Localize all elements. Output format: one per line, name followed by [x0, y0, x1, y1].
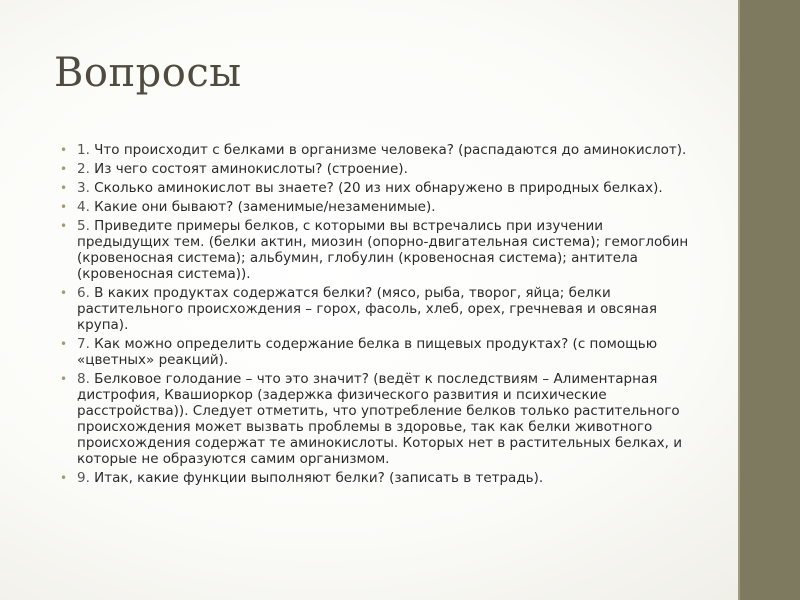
bullet-icon: •: [60, 181, 68, 195]
list-item: [60, 470, 690, 486]
item-text: Итак, какие функции выполняют белки? (записать в тетрадь).: [89, 470, 544, 486]
list-item: [60, 161, 690, 177]
bullet-icon: •: [60, 162, 68, 176]
item-number: 9.: [77, 470, 90, 486]
item-text: В каких продуктах содержатся белки? (мясо, рыба, творог, яйца; белки растительного происхождения – горох, фасоль, хлеб, орех, гречневая и овсяная крупа).: [77, 285, 658, 333]
item-text: Что происходит с белками в организме человека? (распадаются до аминокислот).: [89, 142, 687, 158]
bullet-icon: •: [60, 286, 68, 300]
item-number: 7.: [77, 336, 90, 352]
item-text: Сколько аминокислот вы знаете? (20 из них обнаружено в природных белках).: [89, 180, 663, 196]
item-number: 8.: [77, 371, 90, 387]
bullet-icon: •: [60, 143, 68, 157]
item-text: Приведите примеры белков, с которыми вы встречались при изучении предыдущих тем. (белки актин, миозин (опорно-двигательная система); гемоглобин (кровеносная система); альбумин, глобулин (кровеносная система); антитела (кровеносная система)).: [77, 218, 689, 282]
item-text: Белковое голодание – что это значит? (ведёт к последствиям – Алиментарная дистрофия, Квашиоркор (задержка физического развития и психические расстройства)). Следует отметить, что употребление белков только растительного происхождения может вызвать проблемы в здоровье, так как белки животного происхождения содержат те аминокислоты. Которых нет в растительных белках, и которые не образуются самим организмом.: [77, 371, 682, 467]
item-text: Какие они бывают? (заменимые/незаменимые).: [89, 199, 436, 215]
item-number: 1.: [77, 142, 90, 158]
content-area: [60, 142, 690, 489]
right-decorative-band: [740, 0, 800, 600]
item-number: 3.: [77, 180, 90, 196]
bullet-icon: •: [60, 372, 68, 386]
list-item: [60, 285, 690, 333]
bullet-icon: •: [60, 200, 68, 214]
question-list: [60, 142, 690, 486]
list-item: [60, 199, 690, 215]
slide-title: Вопросы: [54, 50, 242, 96]
list-item: [60, 142, 690, 158]
item-number: 4.: [77, 199, 90, 215]
list-item: [60, 180, 690, 196]
list-item: [60, 218, 690, 282]
item-text: Как можно определить содержание белка в пищевых продуктах? (с помощью «цветных» реакций).: [77, 336, 658, 368]
list-item: [60, 336, 690, 368]
item-text: Из чего состоят аминокислоты? (строение).: [89, 161, 408, 177]
bullet-icon: •: [60, 219, 68, 233]
item-number: 2.: [77, 161, 90, 177]
list-item: [60, 371, 690, 467]
item-number: 6.: [77, 285, 90, 301]
item-number: 5.: [77, 218, 90, 234]
bullet-icon: •: [60, 337, 68, 351]
bullet-icon: •: [60, 471, 68, 485]
